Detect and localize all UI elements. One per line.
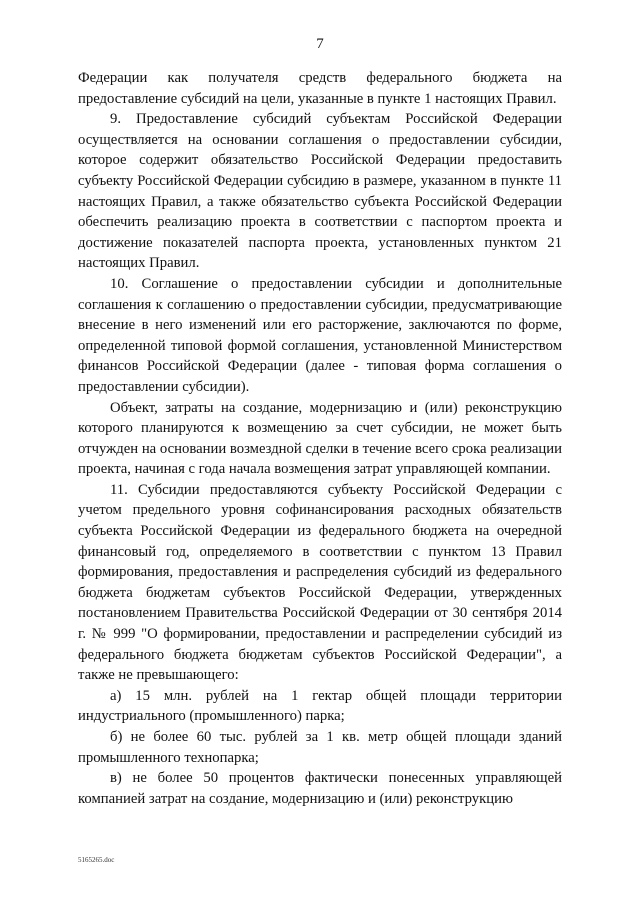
document-body	[78, 68, 562, 809]
paragraph-object-alienation: Объект, затраты на создание, модернизацию и (или) реконструкцию которого планируются к возмещению за счет субсидии, не может быть отчужден на основании возмездной сделки в течение всего срока реализации проекта, начиная с года начала возмещения затрат управляющей компании.	[78, 399, 562, 478]
page-number: 7	[316, 36, 324, 52]
paragraph-clause-9: 9. Предоставление субсидий субъектам Российской Федерации осуществляется на основании соглашения о предоставлении субсидии, которое содержит обязательство Российской Федерации предоставить субъекту Российской Федерации субсидию в размере, указанном в пункте 11 настоящих Правил, а также обязательство субъекта Российской Федерации обеспечить реализацию проекта в соответствии с паспортом проекта и достижение показателей паспорта проекта, установленных пунктом 21 настоящих Правил.	[78, 111, 562, 272]
paragraph-subclause-a: а) 15 млн. рублей на 1 гектар общей площади территории индустриального (промышленного) парка;	[78, 687, 562, 725]
paragraph-subclause-v: в) не более 50 процентов фактически понесенных управляющей компанией затрат на создание, модернизацию и (или) реконструкцию	[78, 770, 562, 807]
paragraph-continuation: Федерации как получателя средств федерального бюджета на предоставление субсидий на цели, указанные в пункте 1 настоящих Правил.	[78, 70, 562, 107]
footer-file-name: 5165265.doc	[78, 856, 115, 864]
paragraph-subclause-b: б) не более 60 тыс. рублей за 1 кв. метр общей площади зданий промышленного технопарка;	[78, 729, 562, 766]
paragraph-clause-10: 10. Соглашение о предоставлении субсидии и дополнительные соглашения к соглашению о предоставлении субсидии, предусматривающие внесение в него изменений или его расторжение, заключаются по форме, определенной типовой формой соглашения, установленной Министерством финансов Российской Федерации (далее - типовая форма соглашения о предоставлении субсидии).	[78, 275, 562, 395]
paragraph-clause-11: 11. Субсидии предоставляются субъекту Российской Федерации с учетом предельного уровня софинансирования расходных обязательств субъекта Российской Федерации из федерального бюджета на очередной финансовый год, определяемого в соответствии с пунктом 13 Правил формирования, предоставления и распределения субсидий из федерального бюджета бюджетам субъектов Российской Федерации, утвержденных постановлением Правительства Российской Федерации от 30 сентября 2014 г. № 999 "О формировании, предоставлении и распределении субсидий из федерального бюджета бюджетам субъектов Российской Федерации", а также не превышающего:	[78, 481, 562, 684]
